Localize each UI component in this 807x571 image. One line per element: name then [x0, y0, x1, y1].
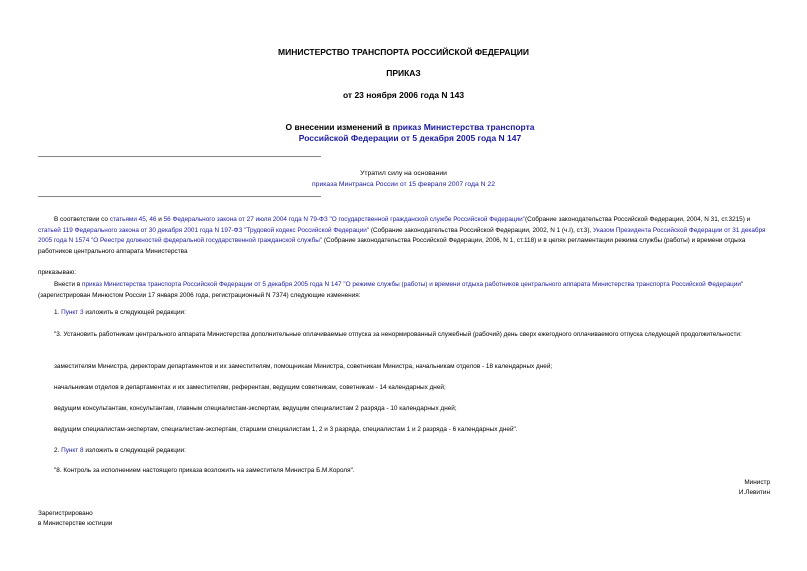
- divider-top: [38, 156, 321, 157]
- title-link[interactable]: приказ Министерства транспорта Российской Федерации от 5 декабря 2005 года N 147: [298, 122, 535, 143]
- link-point-3[interactable]: Пункт 3: [61, 309, 84, 316]
- list-item: заместителям Министра, директорам департаментов и их заместителям, помощникам Министра, советникам Министра, начальникам отделов - 18 календарных дней;: [54, 363, 553, 370]
- link-federal-law-79[interactable]: 56 Федерального закона от 27 июля 2004 года N 79-ФЗ "О государственной гражданской службе Российской Федерации": [163, 216, 525, 223]
- preamble-text-6: (Собрание законодательства Российской Федерации, 2006, N 1, ст.118) и в целях регламентации режима службы (работы) и времени отдыха работников центрального аппарата Министерства: [38, 237, 746, 255]
- item-2-number: 2.: [54, 447, 62, 454]
- registration-line-2: в Министерстве юстиции: [38, 520, 113, 527]
- invalidation-link[interactable]: приказа Минтранса России от 15 февраля 2007 года N 22: [312, 181, 495, 188]
- intro-paragraph: [38, 280, 770, 301]
- list-item: ведущим консультантам, консультантам, главным специалистам-экспертам, ведущим специалистам 2 разряда - 10 календарных дней;: [54, 405, 457, 412]
- item-1-text: изложить в следующей редакции:: [83, 309, 186, 316]
- item-1: [38, 308, 770, 319]
- preamble-text-3: и: [156, 216, 164, 223]
- item-1-number: 1.: [54, 309, 62, 316]
- order-title: [265, 122, 555, 144]
- signature-role: Министр: [744, 479, 770, 486]
- preamble-paragraph: [38, 215, 770, 257]
- item-2: [38, 446, 770, 457]
- preamble-text-4: (Собрание законодательства Российской Федерации, 2004, N 31, ст.3215) и: [524, 216, 751, 223]
- doc-type-heading: ПРИКАЗ: [386, 68, 421, 78]
- invalidation-link-line: [0, 181, 807, 188]
- intro-text-1: Внести в: [54, 281, 82, 288]
- signature-name: И.Левитин: [738, 489, 770, 496]
- link-presidential-decree[interactable]: Указом Президента Российской Федерации от 31 декабря 2005 года N 1574 "О Реестре должностей федеральной государственной гражданской службы": [38, 226, 766, 244]
- point-8-text: "8. Контроль за исполнением настоящего приказа возложить на заместителя Министра Б.М.Короля".: [54, 467, 355, 474]
- link-order-147[interactable]: приказ Министерства транспорта Российской Федерации от 5 декабря 2005 года N 147 "О режиме службы (работы) и времени отдыха работников центрального аппарата Министерства транспорта Российской Федерации": [81, 281, 744, 288]
- link-article-46[interactable]: 46: [149, 216, 157, 223]
- invalidation-note: Утратил силу на основании: [360, 170, 447, 177]
- order-word: приказываю:: [38, 269, 76, 276]
- title-prefix: О внесении изменений в: [285, 122, 393, 132]
- preamble-text-1: В соответствии со: [54, 216, 110, 223]
- ministry-heading: МИНИСТЕРСТВО ТРАНСПОРТА РОССИЙСКОЙ ФЕДЕРАЦИИ: [278, 47, 529, 57]
- link-article-45[interactable]: статьями 45: [109, 216, 146, 223]
- link-point-8[interactable]: Пункт 8: [61, 447, 84, 454]
- preamble-text-5: (Собрание законодательства Российской Федерации, 2002, N 1 (ч.I), ст.3),: [369, 226, 594, 234]
- item-2-text: изложить в следующей редакции:: [83, 447, 186, 454]
- intro-text-2: (зарегистрирован Минюстом России 17 января 2006 года, регистрационный N 7374) следующие изменения:: [38, 291, 361, 299]
- link-labor-code[interactable]: статьей 119 Федерального закона от 30 декабря 2001 года N 197-ФЗ "Трудовой кодекс Российской Федерации": [38, 226, 370, 234]
- date-number-heading: от 23 ноября 2006 года N 143: [342, 90, 465, 100]
- preamble-text-2: ,: [145, 216, 150, 223]
- list-item: начальникам отделов в департаментах и их заместителям, референтам, ведущим советникам, советникам - 14 календарных дней;: [54, 384, 446, 391]
- list-item: ведущим специалистам-экспертам, специалистам-экспертам, старшим специалистам 1, 2 и 3 разряда, специалистам 1 и 2 разряда - 6 календарных дней".: [54, 426, 518, 433]
- registration-line-1: Зарегистрировано: [38, 510, 93, 517]
- divider-bottom: [38, 196, 321, 197]
- point-3-text: "3. Установить работникам центрального аппарата Министерства дополнительные оплачиваемые отпуска за ненормированный служебный (рабочий) день сверх ежегодного оплачиваемого отпуска следующей продолжительности:: [54, 331, 742, 338]
